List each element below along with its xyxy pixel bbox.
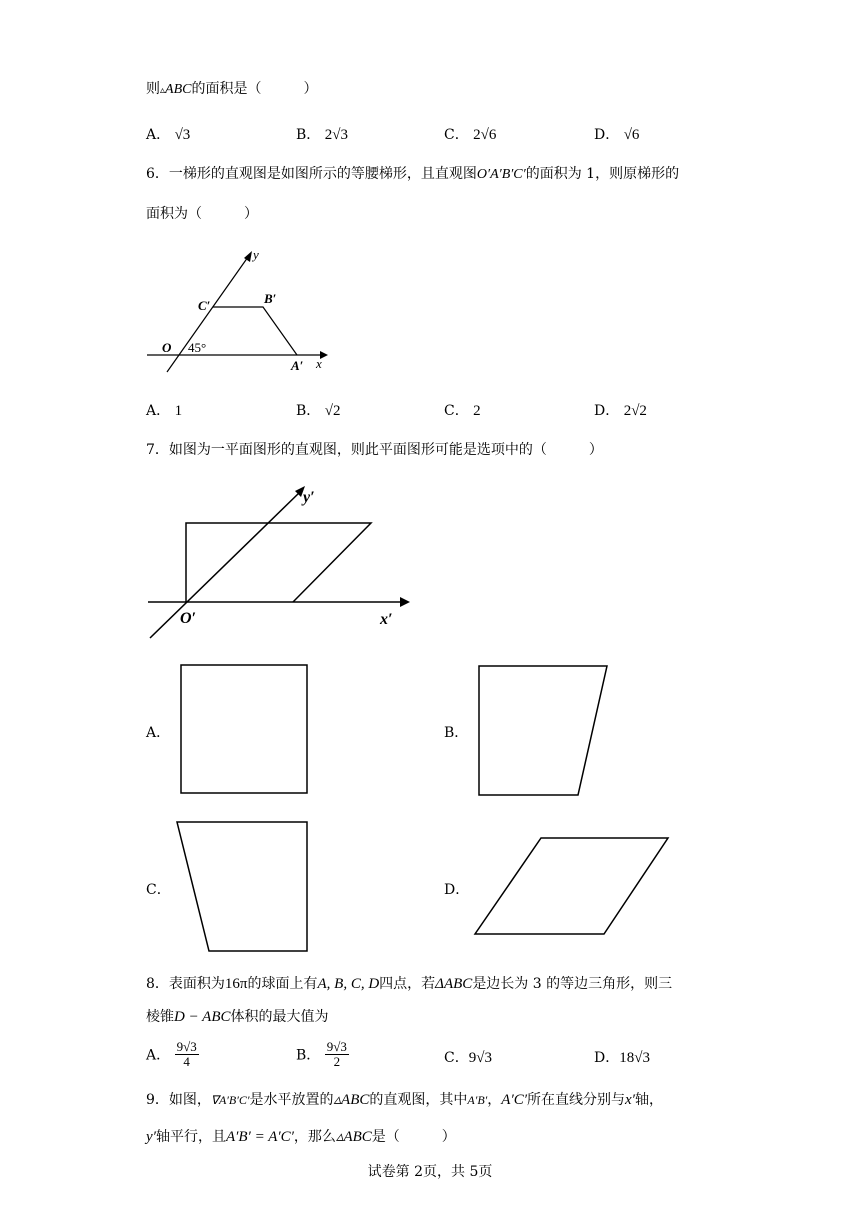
q6-figure xyxy=(140,245,340,380)
q5-tail-suffix: 的面积是（ ） xyxy=(191,81,318,97)
q7-label-y: y′ xyxy=(303,489,315,506)
q8-stem-line2: 棱锥D − ABC体积的最大值为 xyxy=(146,1009,329,1025)
q6-label-angle: 45° xyxy=(188,340,207,355)
q7-option-a-shape xyxy=(176,660,316,800)
q5-option-b: B． 2√3 xyxy=(296,127,348,143)
q7-option-d-label: D． xyxy=(444,882,470,898)
q7-label-o: O′ xyxy=(180,610,197,627)
q9-stem-line1: 9．如图，∇A′B′C′是水平放置的▵ABC的直观图，其中A′B′，A′C′所在直线分别与x′轴， xyxy=(146,1092,663,1108)
q6-stem-line2: 面积为（ ） xyxy=(146,206,258,222)
q5-option-a: A． √3 xyxy=(146,127,191,143)
q6-stem-line1: 6．一梯形的直观图是如图所示的等腰梯形，且直观图O′A′B′C′的面积为 1，则原梯形的 xyxy=(146,166,680,182)
q6-label-c: C′ xyxy=(198,298,211,313)
page-footer: 试卷第 2页，共 5页 xyxy=(367,1164,493,1180)
q5-triangle: ABC xyxy=(165,82,192,97)
q7-option-a-label: A． xyxy=(146,725,171,741)
q6-label-o: O xyxy=(162,340,172,355)
q6-option-d: D． 2√2 xyxy=(594,403,647,419)
q6-option-c: C． 2 xyxy=(444,403,481,419)
q7-option-b-label: B． xyxy=(444,725,469,741)
q5-tail-prefix: 则 xyxy=(146,81,160,97)
q7-figure xyxy=(140,480,420,650)
q8-stem-line1: 8．表面积为16π的球面上有A, B, C, D四点，若ΔABC是边长为 3 的等边三角形，则三 xyxy=(146,976,673,992)
q5-option-d: D． √6 xyxy=(594,127,640,143)
q7-option-d-shape xyxy=(470,832,675,942)
q7-shape xyxy=(186,523,371,602)
q8-option-b: B． $\frac{9√3}{2}$ xyxy=(296,1039,347,1069)
q7-option-b-shape xyxy=(474,660,614,800)
q7-label-x: x′ xyxy=(380,611,393,628)
q8-option-a: A． $\frac{9√3}{4}$ xyxy=(146,1039,197,1069)
q7-option-c-label: C． xyxy=(146,882,171,898)
q6-option-a: A． 1 xyxy=(146,403,183,419)
q5-option-c: C． 2√6 xyxy=(444,127,497,143)
q6-label-a: A′ xyxy=(291,358,304,373)
q7-y-axis xyxy=(150,492,300,638)
q7-stem: 7．如图为一平面图形的直观图，则此平面图形可能是选项中的（ ） xyxy=(146,442,603,458)
q5-tail-line: 则▵ABC的面积是（ ） xyxy=(146,81,318,97)
q6-label-x: x xyxy=(316,356,322,371)
q6-option-b: B． √2 xyxy=(296,403,341,419)
q7-option-c-shape xyxy=(172,818,312,958)
q9-stem-line2: y′轴平行，且A′B′ = A′C′，那么▵ABC是（ ） xyxy=(146,1129,456,1145)
q6-trapezoid xyxy=(213,307,297,355)
q6-label-y: y xyxy=(253,247,259,262)
q6-label-b: B′ xyxy=(264,291,277,306)
q8-option-d: D．18√3 xyxy=(594,1050,650,1066)
q8-option-c: C．9√3 xyxy=(444,1050,492,1066)
